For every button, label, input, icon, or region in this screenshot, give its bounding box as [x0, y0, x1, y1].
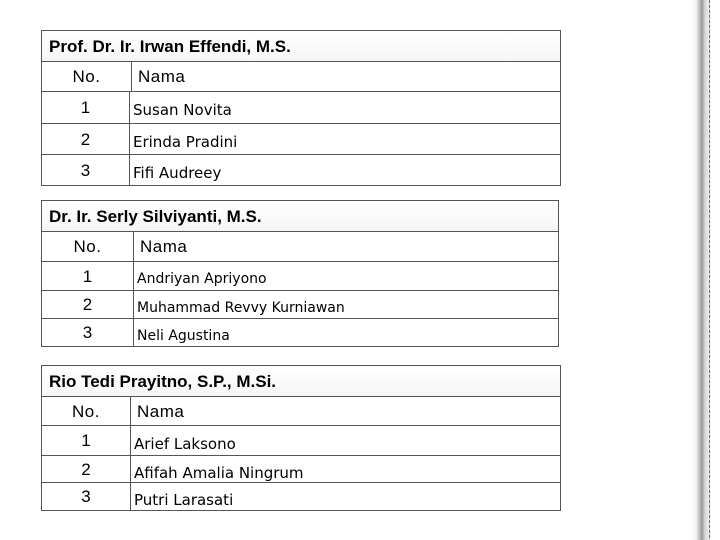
column-header-name: Nama: [137, 402, 185, 421]
table-header-row: [41, 397, 561, 426]
table-header-row: [41, 62, 561, 92]
page-edge-line: [709, 0, 710, 540]
student-name: Muhammad Revvy Kurniawan: [137, 300, 345, 316]
table-row: [41, 456, 561, 483]
column-header-no: No.: [42, 232, 134, 261]
student-name: Fifi Audreey: [133, 164, 222, 182]
row-number: 2: [42, 456, 131, 482]
supervisor-table: [41, 200, 559, 347]
student-name: Neli Agustina: [137, 328, 230, 344]
student-name: Putri Larasati: [134, 491, 234, 509]
column-header-no: No.: [42, 397, 131, 425]
page-edge-decoration: [690, 0, 720, 540]
row-number: 1: [42, 262, 134, 290]
table-row: [41, 319, 559, 347]
row-number: 2: [42, 124, 130, 154]
row-number: 3: [42, 155, 130, 185]
student-name: Andriyan Apriyono: [137, 271, 267, 287]
student-name: Susan Novita: [133, 101, 232, 119]
row-number: 1: [42, 426, 131, 455]
column-header-name: Nama: [138, 67, 186, 86]
student-name: Erinda Pradini: [133, 133, 238, 151]
row-number: 2: [42, 291, 134, 318]
column-header-name: Nama: [140, 237, 188, 256]
supervisor-name: Prof. Dr. Ir. Irwan Effendi, M.S.: [41, 30, 561, 62]
row-number: 1: [42, 92, 130, 123]
table-row: [41, 262, 559, 291]
supervisor-name: Rio Tedi Prayitno, S.P., M.Si.: [41, 365, 561, 397]
table-row: [41, 155, 561, 186]
supervisor-table: [41, 30, 561, 186]
student-name: Afifah Amalia Ningrum: [134, 464, 304, 482]
student-name: Arief Laksono: [134, 435, 236, 453]
supervisor-table: [41, 365, 561, 511]
table-row: [41, 92, 561, 124]
table-row: [41, 291, 559, 319]
table-header-row: [41, 232, 559, 262]
column-header-no: No.: [42, 62, 132, 91]
supervisor-name: Dr. Ir. Serly Silviyanti, M.S.: [41, 200, 559, 232]
table-row: [41, 124, 561, 155]
table-row: [41, 426, 561, 456]
row-number: 3: [42, 483, 131, 510]
row-number: 3: [42, 319, 134, 346]
table-row: [41, 483, 561, 511]
